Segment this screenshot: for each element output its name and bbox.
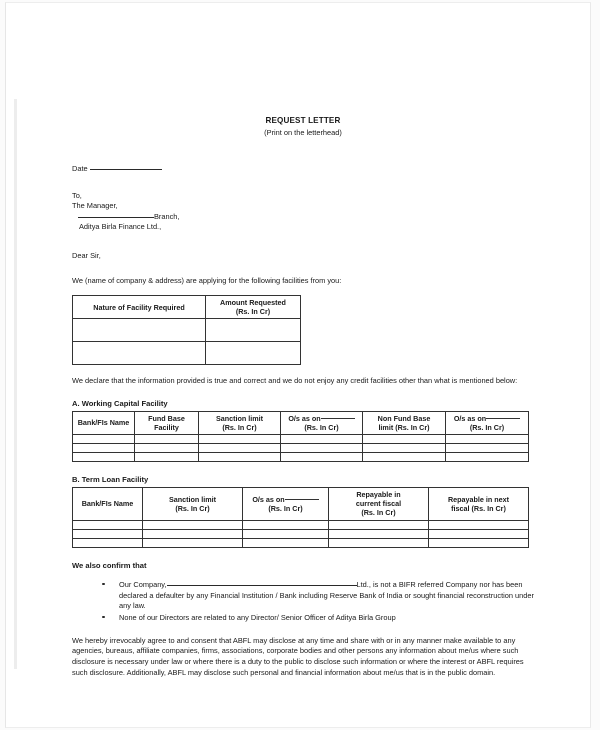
list-item [102, 613, 534, 624]
header-line-1: Non Fund Base [377, 413, 431, 423]
cell-repayable-next-fiscal[interactable] [429, 538, 529, 547]
cell-fund-base-facility[interactable] [135, 443, 199, 452]
term-loan-table [72, 487, 529, 547]
intro-text: We (name of company & address) are applying for the following facilities from you: [72, 276, 342, 286]
header-line-2: fiscal (Rs. In Cr) [451, 503, 506, 513]
cell-fund-base-facility[interactable] [135, 452, 199, 461]
column-header-fund-base-facility [135, 412, 199, 435]
header-line-1: Bank/FIs Name [81, 499, 134, 509]
header-line-3: (Rs. In Cr) [361, 508, 396, 518]
date-blank-field[interactable] [90, 169, 162, 170]
header-line-1: Repayable in next [447, 494, 510, 504]
os-date-blank-field[interactable] [321, 418, 355, 419]
os-date-blank-field[interactable] [486, 418, 520, 419]
cell-non-fund-base-limit[interactable] [363, 443, 446, 452]
cell-bank-fis-name[interactable] [73, 452, 135, 461]
header-line-2: (Rs. In Cr) [304, 422, 339, 432]
declaration-text: We declare that the information provided is true and correct and we do not enjoy any credit facilities other than what is mentioned below: [72, 376, 518, 386]
cell-sanction-limit[interactable] [199, 443, 281, 452]
cell-repayable-current-fiscal[interactable] [329, 529, 429, 538]
header-line-2: current fiscal [355, 499, 402, 509]
header-line-2: (Rs. In Cr) [235, 307, 271, 317]
address-branch-label: Branch, [154, 211, 180, 221]
bullet-prefix-text: Our Company, [119, 580, 167, 590]
table-header-row [73, 296, 301, 319]
header-line-2: (Rs. In Cr) [222, 422, 257, 432]
header-line-1: O/s as on [252, 494, 285, 504]
cell-repayable-next-fiscal[interactable] [429, 529, 529, 538]
table-header-row [73, 412, 529, 435]
bullet-prefix-text: None of our Directors are related to any Director/ Senior Officer of Aditya Birla Group [119, 613, 396, 623]
cell-nature-of-facility[interactable] [73, 319, 206, 342]
cell-bank-fis-name[interactable] [73, 520, 143, 529]
column-header-nature-of-facility: Nature of Facility Required [73, 296, 206, 319]
column-header-sanction-limit [199, 412, 281, 435]
table-row [73, 434, 529, 443]
address-branch-line [72, 212, 534, 222]
cell-non-fund-base-limit[interactable] [363, 434, 446, 443]
address-company: Aditya Birla Finance Ltd., [79, 221, 162, 231]
cell-nature-of-facility[interactable] [73, 342, 206, 365]
bullet-dot-icon [102, 583, 105, 586]
header-line-2: (Rs. In Cr) [469, 422, 505, 432]
cell-os-as-on[interactable] [243, 529, 329, 538]
facility-requested-table [72, 295, 301, 365]
consent-paragraph: We hereby irrevocably agree to and consent that ABFL may disclose at any time and share with or in any manner make available to any agencies, bureaus, affiliate companies, firms, associations, corporate bodies and other persons any information about me/us where such disclosure is necessary under law or where there is a duty to the public to disclose such information or where the interest or ABFL requires such disclosure. Additionally, ABFL may disclose such personal and financial information about me/us that is in the public domain. [72, 635, 524, 678]
column-header-non-fund-base-limit [363, 412, 446, 435]
cell-amount-requested[interactable] [206, 342, 301, 365]
header-line-1: Amount Requested [220, 297, 286, 307]
cell-fund-base-facility[interactable] [135, 434, 199, 443]
table-row [73, 443, 529, 452]
column-header-bank-fis-name [73, 488, 143, 520]
cell-sanction-limit[interactable] [199, 452, 281, 461]
cell-non-fund-base-limit[interactable] [363, 452, 446, 461]
document-subtitle: (Print on the letterhead) [264, 127, 342, 137]
column-header-sanction-limit [143, 488, 243, 520]
header-line-2: (Rs. In Cr) [268, 503, 303, 513]
column-header-os-as-on-non-fund-base [446, 412, 529, 435]
column-header-os-as-on-fund-base [281, 412, 363, 435]
header-line-1: Sanction limit [168, 494, 217, 504]
cell-os-as-on-non-fund-base[interactable] [446, 452, 529, 461]
section-heading-working-capital: A. Working Capital Facility [72, 398, 168, 408]
cell-sanction-limit[interactable] [199, 434, 281, 443]
header-line-2: limit (Rs. In Cr) [378, 422, 430, 432]
address-to: To, [72, 191, 82, 201]
table-row [73, 342, 301, 365]
column-header-os-as-on [243, 488, 329, 520]
cell-os-as-on-fund-base[interactable] [281, 443, 363, 452]
header-line-1: Sanction limit [215, 413, 264, 423]
cell-amount-requested[interactable] [206, 319, 301, 342]
table-header-row [73, 488, 529, 520]
cell-bank-fis-name[interactable] [73, 529, 143, 538]
list-item [102, 580, 534, 612]
document-body [72, 115, 534, 679]
cell-os-as-on-non-fund-base[interactable] [446, 434, 529, 443]
working-capital-table [72, 411, 529, 462]
table-row [73, 452, 529, 461]
column-header-repayable-next-fiscal [429, 488, 529, 520]
bullet-suffix-text: Ltd., is not a BIFR referred Company nor has been declared a defaulter by any Financial Institution / Bank including Reserve Bank of India or sought financial reconstruction under any law. [119, 580, 534, 611]
date-label: Date [72, 163, 88, 173]
table-row [73, 529, 529, 538]
salutation: Dear Sir, [72, 250, 101, 260]
cell-bank-fis-name[interactable] [73, 538, 143, 547]
cell-os-as-on[interactable] [243, 538, 329, 547]
page-gutter-shadow [14, 99, 17, 669]
header-line-1: Fund Base [148, 413, 185, 423]
header-line-1: Bank/FIs Name [77, 418, 130, 428]
cell-sanction-limit[interactable] [143, 520, 243, 529]
company-name-blank-field[interactable] [167, 585, 357, 586]
cell-sanction-limit[interactable] [143, 538, 243, 547]
column-header-repayable-current-fiscal [329, 488, 429, 520]
column-header-bank-fis-name [73, 412, 135, 435]
cell-repayable-current-fiscal[interactable] [329, 520, 429, 529]
cell-os-as-on[interactable] [243, 520, 329, 529]
cell-repayable-next-fiscal[interactable] [429, 520, 529, 529]
os-date-blank-field[interactable] [285, 499, 319, 500]
address-block [72, 191, 534, 232]
cell-os-as-on-non-fund-base[interactable] [446, 443, 529, 452]
cell-os-as-on-fund-base[interactable] [281, 452, 363, 461]
header-line-1: O/s as on [453, 413, 487, 423]
branch-blank-field[interactable] [78, 217, 154, 218]
confirm-heading: We also confirm that [72, 560, 147, 570]
address-manager: The Manager, [72, 201, 118, 211]
header-line-1: Repayable in [356, 489, 401, 499]
table-row [73, 520, 529, 529]
column-header-amount-requested [206, 296, 301, 319]
cell-bank-fis-name[interactable] [73, 443, 135, 452]
cell-bank-fis-name[interactable] [73, 434, 135, 443]
table-row [73, 538, 529, 547]
cell-repayable-current-fiscal[interactable] [329, 538, 429, 547]
document-page [5, 2, 591, 728]
date-line [72, 164, 534, 174]
header-line-2: (Rs. In Cr) [175, 503, 210, 513]
header-line-1: O/s as on [288, 413, 321, 423]
header-line-2: Facility [154, 422, 179, 432]
confirm-bullet-list [72, 580, 534, 624]
cell-sanction-limit[interactable] [143, 529, 243, 538]
section-heading-term-loan: B. Term Loan Facility [72, 474, 149, 484]
cell-os-as-on-fund-base[interactable] [281, 434, 363, 443]
document-title: REQUEST LETTER [265, 116, 341, 125]
table-row [73, 319, 301, 342]
title-block [72, 115, 534, 138]
bullet-dot-icon [102, 616, 105, 619]
